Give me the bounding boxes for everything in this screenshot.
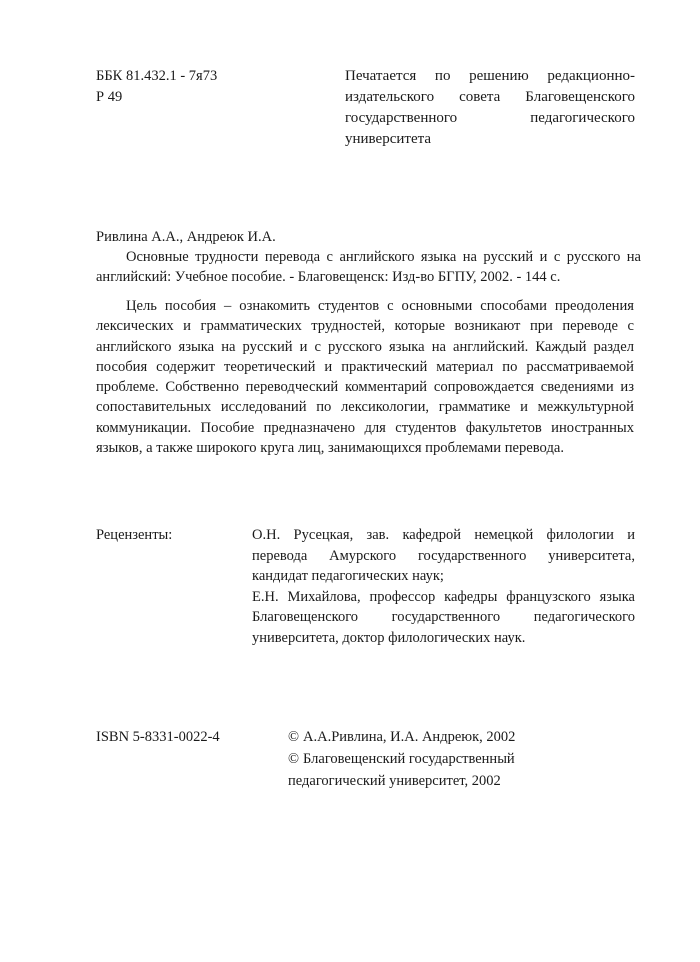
abstract-paragraph: Цель пособия – ознакомить студентов с основными способами преодоления лексических и грамматических трудностей, которые возникают при переводе с английского языка на русский и с русского языка на английский. Каждый раздел пособия содержит теоретический и практический материал по рассматриваемой проблеме. Собственно переводческий комментарий сопровождается сведениями из сопоставительных исследований по лексикологии, грамматике и межкультурной коммуникации. Пособие предназначено для студентов факультетов иностранных языков, а также широкого круга лиц, занимающихся проблемами перевода. (96, 298, 634, 457)
copyright-block (288, 726, 588, 792)
copyright-authors-line (288, 726, 588, 748)
copyright-publisher: Благовещенский государственный педагогический университет, 2002 (288, 751, 515, 789)
reviewers-label: Рецензенты: (96, 527, 173, 543)
publish-note: Печатается по решению редакционно-издательского совета Благовещенского государственного педагогического университета (345, 68, 635, 147)
book-description: Основные трудности перевода с английского языка на русский и с русского на английский: Учебное пособие. - Благовещенск: Изд-во БГПУ, 2002. - 144 с. (96, 249, 641, 285)
copyright-symbol: © (288, 729, 300, 745)
udk-code: Р 49 (96, 89, 123, 105)
copyright-authors: А.А.Ривлина, И.А. Андреюк, 2002 (303, 729, 516, 745)
classification-codes (96, 66, 217, 108)
copyright-symbol: © (288, 751, 300, 767)
isbn: ISBN 5-8331-0022-4 (96, 729, 220, 745)
reviewers-list (252, 525, 635, 648)
bibliographic-record (96, 227, 641, 287)
reviewer-entry: О.Н. Русецкая, зав. кафедрой немецкой филологии и перевода Амурского государственного университета, кандидат педагогических наук; (252, 527, 635, 584)
bbk-code: ББК 81.432.1 - 7я73 (96, 68, 218, 84)
reviewer-entry: Е.Н. Михайлова, профессор кафедры французского языка Благовещенского государственного педагогического университета, доктор филологических наук. (252, 588, 635, 646)
copyright-publisher-line (288, 748, 588, 792)
authors: Ривлина А.А., Андреюк И.А. (96, 229, 276, 245)
